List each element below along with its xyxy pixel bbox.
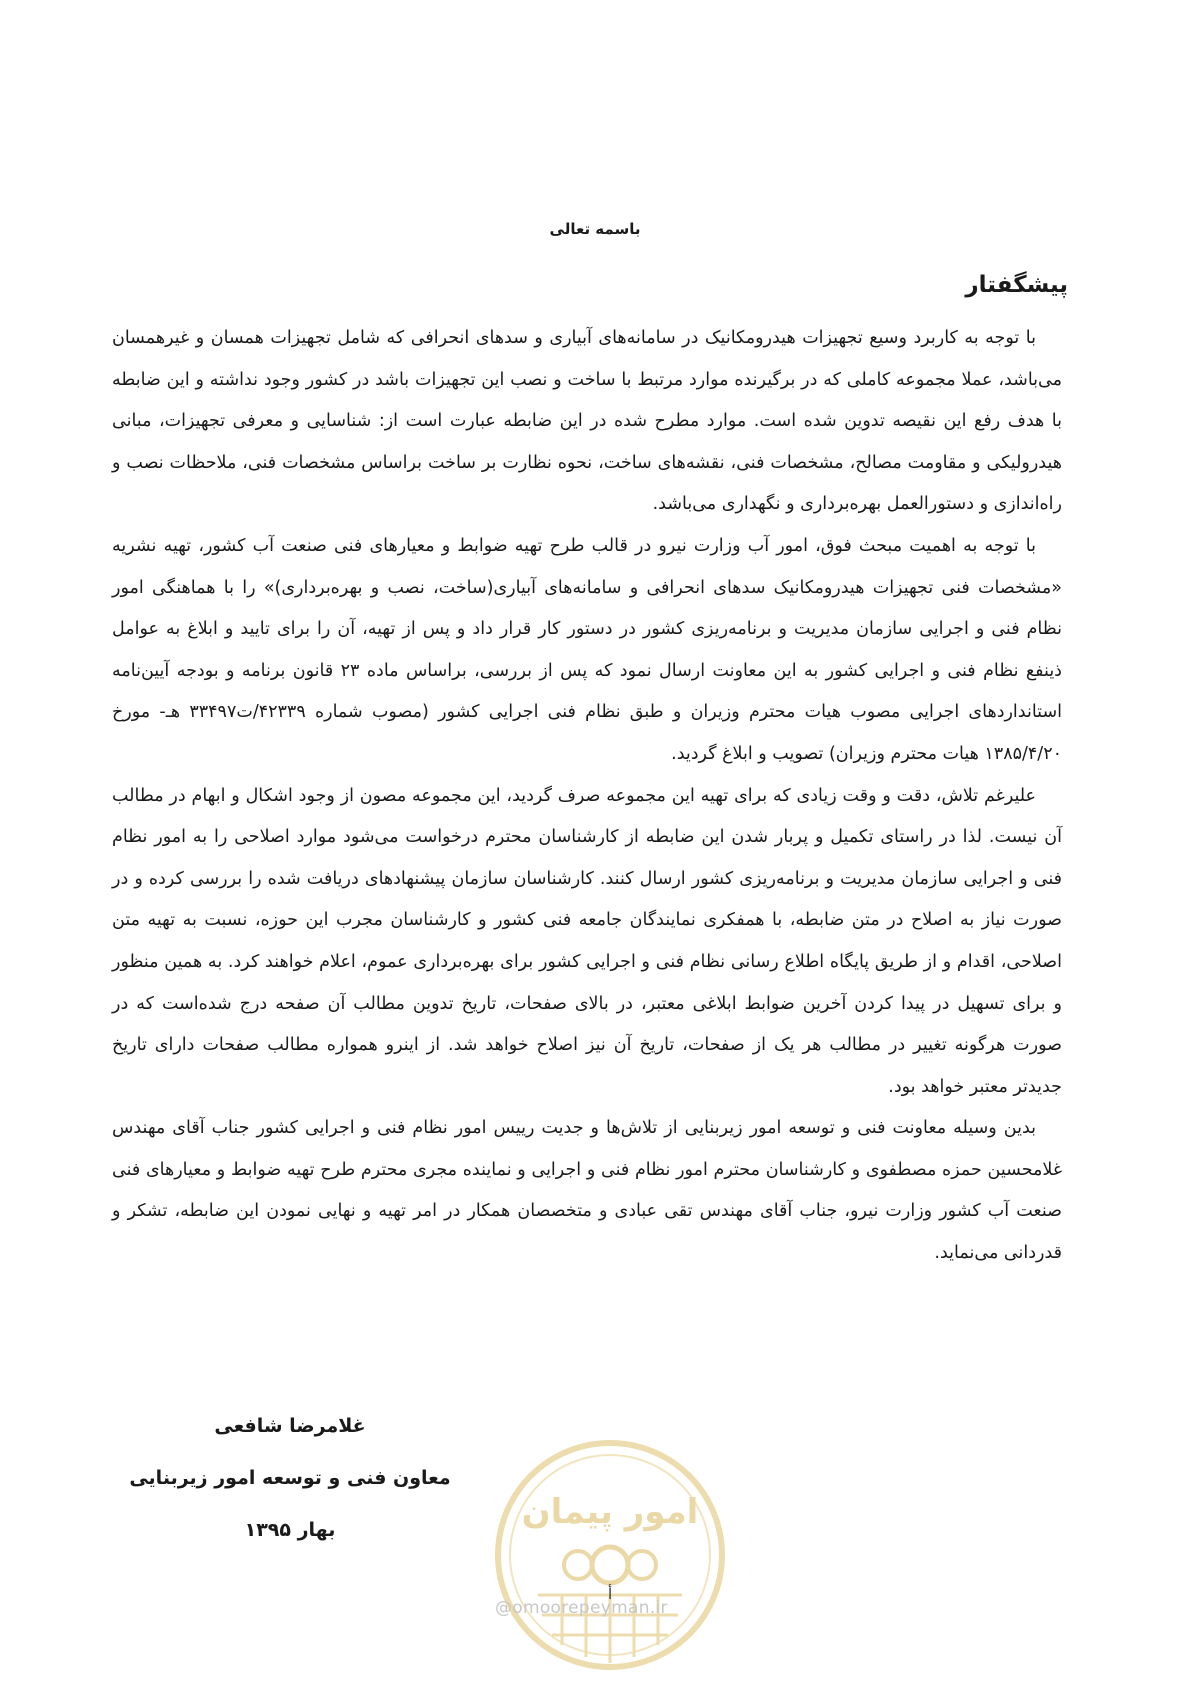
paragraph-4: بدین وسیله معاونت فنی و توسعه امور زیربنایی از تلاش‌ها و جدیت رییس امور نظام فنی و اجرایی کشور جناب آقای مهندس غلامحسین حمزه مصطفوی و کارشناسان محترم امور نظام فنی و اجرایی و نماینده مجری محترم طرح تهیه ضوابط و معیارهای فنی صنعت آب کشور وزارت نیرو، جناب آقای مهندس تقی عبادی و متخصصان همکار در امر تهیه و نهایی نمودن این ضابطه، تشکر و قدردانی می‌نماید. bbox=[112, 1118, 1062, 1264]
watermark-text: @omoorepeyman.ir bbox=[495, 1598, 668, 1618]
page-number: أ bbox=[608, 1585, 613, 1603]
section-title: پیشگفتار bbox=[965, 272, 1068, 298]
paragraph-3: علیرغم تلاش، دقت و وقت زیادی که برای تهیه این مجموعه صرف گردید، این مجموعه مصون از وجود اشکال و ابهام در مطالب آن نیست. لذا در راستای تکمیل و پربار شدن این ضابطه از کارشناسان محترم درخواست می‌شود موارد اصلاحی را به امور نظام فنی و اجرایی سازمان مدیریت و برنامه‌ریزی کشور ارسال کنند. کارشناسان سازمان پیشنهادهای دریافت شده را بررسی کرده و در صورت نیاز به اصلاح در متن ضابطه، با همفکری نمایندگان جامعه فنی کشور و کارشناسان مجرب این حوزه، نسبت به تهیه متن اصلاحی، اقدام و از طریق پایگاه اطلاع رسانی نظام فنی و اجرایی کشور برای بهره‌برداری عموم، اعلام خواهند کرد. به همین منظور و برای تسهیل در پیدا کردن آخرین ضوابط ابلاغی معتبر، در بالای صفحات، تاریخ تدوین مطالب آن صفحه درج شده‌است که در صورت هرگونه تغییر در مطالب هر یک از صفحات، تاریخ آن نیز اصلاح خواهد شد. از اینرو همواره مطالب صفحات دارای تاریخ جدیدتر معتبر خواهد بود. bbox=[112, 785, 1062, 1097]
page-heading: باسمه تعالی bbox=[549, 220, 641, 238]
signer-name: غلامرضا شافعی bbox=[214, 1415, 366, 1437]
signer-title: معاون فنی و توسعه امور زیربنایی bbox=[129, 1467, 451, 1489]
signature-date: بهار ۱۳۹۵ bbox=[244, 1519, 336, 1541]
paragraph-2: با توجه به اهمیت مبحث فوق، امور آب وزارت نیرو در قالب طرح تهیه ضوابط و معیارهای فنی صنعت آب کشور، تهیه نشریه «مشخصات فنی تجهیزات هیدرومکانیک سدهای انحرافی و سامانه‌های آبیاری(ساخت، نصب و بهره‌برداری)» را با هماهنگی امور نظام فنی و اجرایی سازمان مدیریت و برنامه‌ریزی کشور در دستور کار قرار داد و پس از تهیه، آن را برای تایید و ابلاغ به عوامل ذینفع نظام فنی و اجرایی کشور به این معاونت ارسال نمود که پس از بررسی، براساس ماده ۲۳ قانون برنامه و بودجه آیین‌نامه استانداردهای اجرایی مصوب هیات محترم وزیران و طبق نظام فنی اجرایی کشور (مصوب شماره ۴۲۳۳۹/ت۳۳۴۹۷ هـ- مورخ ۱۳۸۵/۴/۲۰ هیات محترم وزیران) تصویب و ابلاغ گردید. bbox=[112, 535, 1062, 764]
preface-body bbox=[112, 318, 1062, 1275]
paragraph-1: با توجه به کاربرد وسیع تجهیزات هیدرومکانیک در سامانه‌های آبیاری و سدهای انحرافی که شامل تجهیزات همسان و غیرهمسان می‌باشد، عملا مجموعه کاملی که در برگیرنده موارد مرتبط با ساخت و نصب این تجهیزات باشد در کشور وجود نداشته و این ضابطه با هدف رفع این نقیصه تدوین شده است. موارد مطرح شده در این ضابطه عبارت است از: شناسایی و معرفی تجهیزات، مبانی هیدرولیکی و مقاومت مصالح، مشخصات فنی، نقشه‌های ساخت، نحوه نظارت بر ساخت براساس مشخصات فنی، ملاحظات نصب و راه‌اندازی و دستورالعمل بهره‌برداری و نگهداری می‌باشد. bbox=[112, 328, 1062, 515]
stamp-logo-icon bbox=[490, 1435, 730, 1675]
signature-block bbox=[120, 1400, 460, 1556]
stamp-text: امور پیمان bbox=[521, 1492, 699, 1532]
